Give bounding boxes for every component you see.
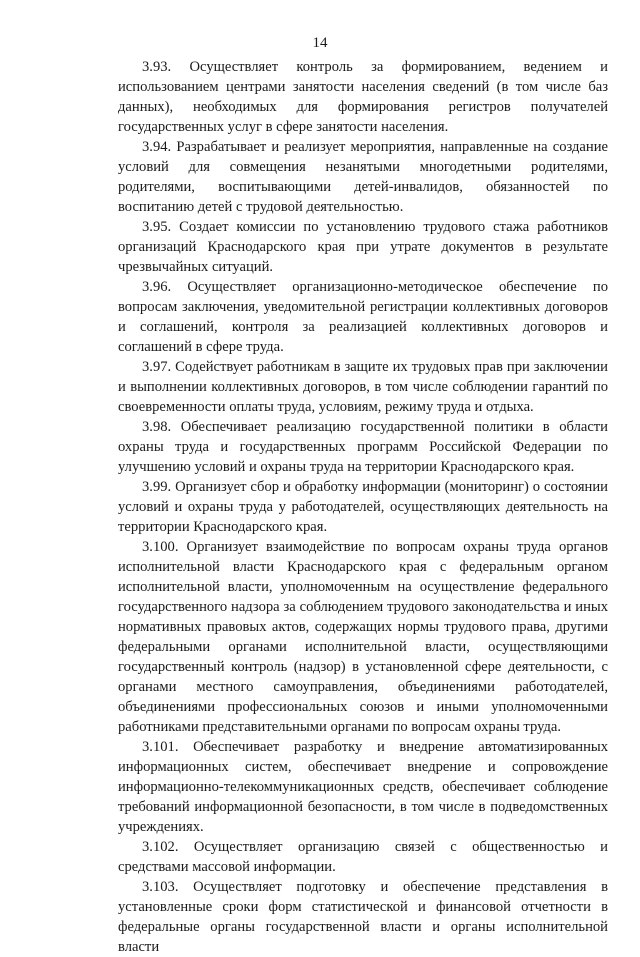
paragraph-3-95: 3.95. Создает комиссии по установлению трудового стажа работников организаций Краснодарского края при утрате документов в результате чрезвычайных ситуаций. [118, 219, 608, 275]
page-number: 14 [312, 35, 328, 51]
paragraph-3-97: 3.97. Содействует работникам в защите их трудовых прав при заключении и выполнении коллективных договоров, в том числе соблюдении гарантий по своевременности оплаты труда, условиям, режиму труда и отдыха. [118, 359, 608, 415]
paragraph-3-103: 3.103. Осуществляет подготовку и обеспечение представления в установленные сроки форм статистической и финансовой отчетности в федеральные органы государственной власти и органы исполнительной власти [118, 879, 608, 955]
paragraph-3-98: 3.98. Обеспечивает реализацию государственной политики в области охраны труда и государственных программ Российской Федерации по улучшению условий и охраны труда на территории Краснодарского края. [118, 419, 608, 475]
paragraph-3-94: 3.94. Разрабатывает и реализует мероприятия, направленные на создание условий для совмещения незанятыми многодетными родителями, родителями, воспитывающими детей-инвалидов, обязанностей по воспитанию детей с трудовой деятельностью. [118, 139, 608, 215]
paragraph-3-93: 3.93. Осуществляет контроль за формированием, ведением и использованием центрами занятости населения сведений (в том числе баз данных), необходимых для формирования регистров получателей государственных услуг в сфере занятости населения. [118, 59, 608, 135]
paragraph-3-100: 3.100. Организует взаимодействие по вопросам охраны труда органов исполнительной власти Краснодарского края с федеральным органом исполнительной власти, уполномоченным на осуществление федерального государственного надзора за соблюдением трудового законодательства и иных нормативных правовых актов, содержащих нормы трудового права, другими федеральными органами исполнительной власти, осуществляющими государственный контроль (надзор) в установленной сфере деятельности, с органами местного самоуправления, объединениями работодателей, объединениями профессиональных союзов и иными уполномоченными работниками представительными органами по вопросам охраны труда. [118, 539, 608, 735]
paragraph-3-102: 3.102. Осуществляет организацию связей с общественностью и средствами массовой информации. [118, 839, 608, 875]
document-body [118, 57, 608, 957]
paragraph-3-99: 3.99. Организует сбор и обработку информации (мониторинг) о состоянии условий и охраны труда у работодателей, осуществляющих деятельность на территории Краснодарского края. [118, 479, 608, 535]
paragraph-3-101: 3.101. Обеспечивает разработку и внедрение автоматизированных информационных систем, обеспечивает внедрение и сопровождение информационно-телекоммуникационных средств, обеспечивает соблюдение требований информационной безопасности, в том числе в подведомственных учреждениях. [118, 739, 608, 835]
paragraph-3-96: 3.96. Осуществляет организационно-методическое обеспечение по вопросам заключения, уведомительной регистрации коллективных договоров и соглашений, контроля за реализацией коллективных договоров и соглашений в сфере труда. [118, 279, 608, 355]
